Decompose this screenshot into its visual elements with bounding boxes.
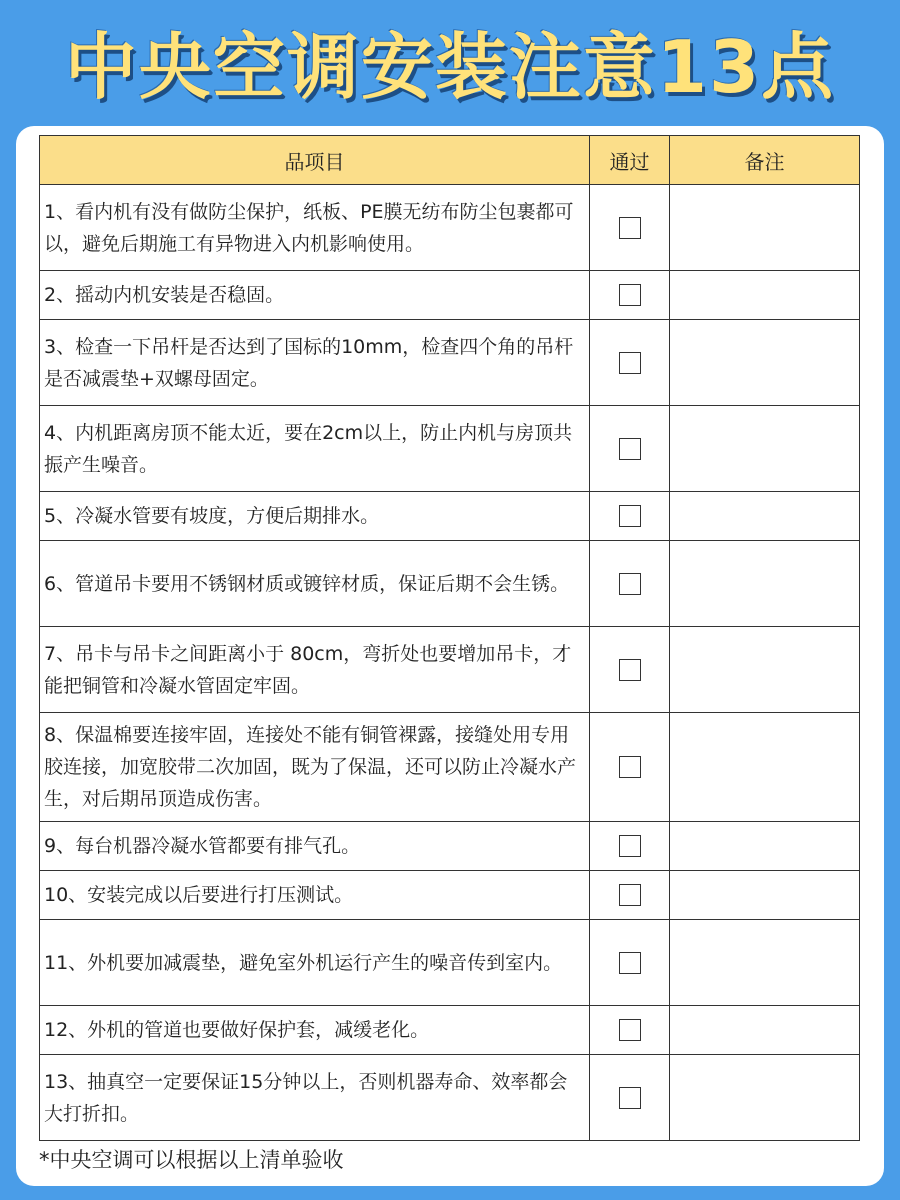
pass-checkbox[interactable] [619,835,641,857]
note-cell[interactable] [670,920,860,1006]
pass-checkbox[interactable] [619,352,641,374]
header-pass: 通过 [590,136,670,185]
note-cell[interactable] [670,627,860,713]
note-cell[interactable] [670,406,860,492]
pass-checkbox[interactable] [619,1019,641,1041]
row-item-text: 3、检查一下吊杆是否达到了国标的10mm，检查四个角的吊杆是否减震垫+双螺母固定。 [40,320,590,406]
pass-checkbox[interactable] [619,952,641,974]
note-cell[interactable] [670,492,860,541]
row-item-text: 12、外机的管道也要做好保护套，减缓老化。 [40,1006,590,1055]
table-row [40,1006,860,1055]
row-item-text: 10、安装完成以后要进行打压测试。 [40,871,590,920]
row-item-text: 1、看内机有没有做防尘保护，纸板、PE膜无纺布防尘包裹都可以，避免后期施工有异物进入内机影响使用。 [40,185,590,271]
pass-checkbox[interactable] [619,756,641,778]
pass-checkbox[interactable] [619,284,641,306]
pass-checkbox[interactable] [619,573,641,595]
note-cell[interactable] [670,271,860,320]
row-item-text: 13、抽真空一定要保证15分钟以上，否则机器寿命、效率都会大打折扣。 [40,1055,590,1141]
pass-checkbox[interactable] [619,659,641,681]
table-row [40,822,860,871]
note-cell[interactable] [670,713,860,822]
header-item: 品项目 [40,136,590,185]
pass-checkbox[interactable] [619,438,641,460]
table-row [40,713,860,822]
note-cell[interactable] [670,320,860,406]
table-row [40,1055,860,1141]
note-cell[interactable] [670,871,860,920]
note-cell[interactable] [670,541,860,627]
row-item-text: 11、外机要加减震垫，避免室外机运行产生的噪音传到室内。 [40,920,590,1006]
row-item-text: 6、管道吊卡要用不锈钢材质或镀锌材质，保证后期不会生锈。 [40,541,590,627]
table-row [40,492,860,541]
row-item-text: 5、冷凝水管要有坡度，方便后期排水。 [40,492,590,541]
row-item-text: 8、保温棉要连接牢固，连接处不能有铜管裸露，接缝处用专用胶连接，加宽胶带二次加固，既为了保温，还可以防止冷凝水产生，对后期吊顶造成伤害。 [40,713,590,822]
note-cell[interactable] [670,1055,860,1141]
pass-checkbox[interactable] [619,505,641,527]
row-item-text: 2、摇动内机安装是否稳固。 [40,271,590,320]
checklist-table [39,135,860,1141]
header-note: 备注 [670,136,860,185]
table-row [40,271,860,320]
footnote: *中央空调可以根据以上清单验收 [39,1148,344,1172]
pass-checkbox[interactable] [619,1087,641,1109]
table-row [40,320,860,406]
table-row [40,871,860,920]
pass-checkbox[interactable] [619,884,641,906]
note-cell[interactable] [670,822,860,871]
table-row [40,541,860,627]
table-row [40,406,860,492]
page-title: 中央空调安装注意13点 [64,25,836,109]
table-row [40,920,860,1006]
row-item-text: 9、每台机器冷凝水管都要有排气孔。 [40,822,590,871]
note-cell[interactable] [670,1006,860,1055]
checklist-card [16,126,884,1186]
row-item-text: 4、内机距离房顶不能太近，要在2cm以上，防止内机与房顶共振产生噪音。 [40,406,590,492]
table-header-row [40,136,860,185]
table-row [40,185,860,271]
pass-checkbox[interactable] [619,217,641,239]
row-item-text: 7、吊卡与吊卡之间距离小于 80cm，弯折处也要增加吊卡，才能把铜管和冷凝水管固定牢固。 [40,627,590,713]
note-cell[interactable] [670,185,860,271]
table-row [40,627,860,713]
